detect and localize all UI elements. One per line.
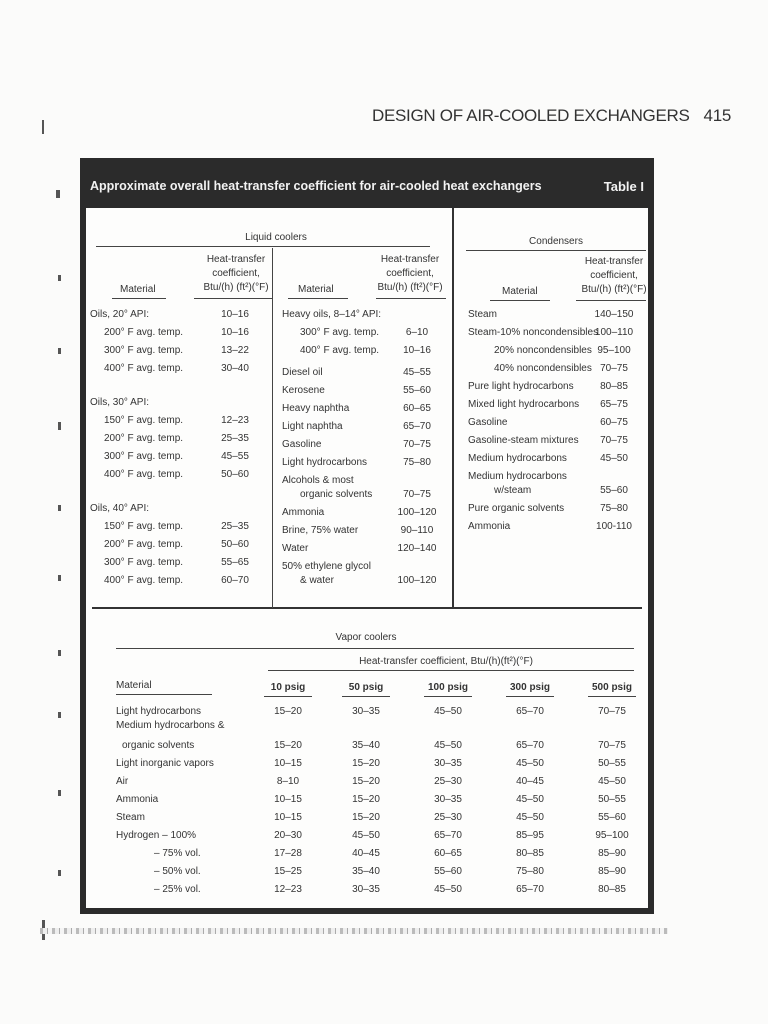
vapor-value: 65–70 — [516, 740, 544, 751]
condenser-value: 140–150 — [594, 309, 634, 320]
condenser-material: Medium hydrocarbons — [468, 471, 567, 482]
vapor-value: 35–40 — [352, 740, 380, 751]
vapor-material: Light inorganic vapors — [116, 758, 214, 769]
condenser-value: 45–50 — [600, 453, 628, 464]
condenser-value: 65–75 — [600, 399, 628, 410]
liquid-right-material: organic solvents — [300, 489, 373, 500]
vapor-value: 45–50 — [516, 794, 544, 805]
liquid-right-value: 60–65 — [403, 403, 431, 414]
vapor-value: 10–15 — [274, 794, 302, 805]
liquid-right-value: 90–110 — [400, 525, 434, 536]
vapor-value: 75–80 — [516, 866, 544, 877]
liquid-left-material: 200° F avg. temp. — [104, 539, 184, 550]
condenser-material: Steam — [468, 309, 497, 320]
condenser-material: Gasoline — [468, 417, 508, 428]
condenser-value: 70–75 — [600, 363, 628, 374]
liquid-right-material: Heavy naphtha — [282, 403, 350, 414]
vapor-value: 30–35 — [352, 884, 380, 895]
condenser-material: 20% noncondensibles — [494, 345, 592, 356]
liquid-left-material: 400° F avg. temp. — [104, 363, 184, 374]
condenser-material: Pure light hydrocarbons — [468, 381, 574, 392]
liquid-right-header-rule-1 — [288, 298, 348, 299]
liquid-right-material: Gasoline — [282, 439, 322, 450]
liquid-mid-rule — [272, 248, 273, 608]
vapor-value: 45–50 — [434, 884, 462, 895]
liquid-left-material: 150° F avg. temp. — [104, 415, 184, 426]
vapor-value: 45–50 — [434, 706, 462, 717]
vapor-value: 15–20 — [274, 706, 302, 717]
condensers-header-rule-1 — [490, 300, 550, 301]
vapor-value: 15–20 — [352, 758, 380, 769]
vapor-material: – 75% vol. — [154, 848, 201, 859]
vapor-pressure-rule — [424, 696, 472, 697]
vapor-material: Hydrogen – 100% — [116, 830, 197, 841]
vapor-value: 80–85 — [598, 884, 626, 895]
liquid-right-value: 100–120 — [397, 575, 437, 586]
vapor-value: 30–35 — [434, 794, 462, 805]
liquid-right-value: 120–140 — [397, 543, 437, 554]
liquid-left-material: 300° F avg. temp. — [104, 557, 184, 568]
vapor-value: 70–75 — [598, 706, 626, 717]
condenser-material: Pure organic solvents — [468, 503, 565, 514]
vapor-value: 65–70 — [516, 706, 544, 717]
table-label: Table I — [603, 179, 644, 194]
liquid-left-material: Oils, 20° API: — [90, 309, 150, 320]
vapor-value: 45–50 — [434, 740, 462, 751]
condenser-value: 100-110 — [596, 521, 632, 532]
vapor-pressure-header: 10 psig — [270, 682, 306, 693]
condenser-material: Mixed light hydrocarbons — [468, 399, 580, 410]
vapor-material-header: Material — [116, 680, 152, 691]
liquid-left-material: 300° F avg. temp. — [104, 451, 184, 462]
liquid-right-material: Heavy oils, 8–14° API: — [282, 309, 382, 320]
liquid-left-value: 50–60 — [221, 539, 249, 550]
liquid-right-material: 300° F avg. temp. — [300, 327, 380, 338]
vapor-value: 40–45 — [352, 848, 380, 859]
vapor-material: Ammonia — [116, 794, 159, 805]
vapor-material: Air — [116, 776, 129, 787]
liquid-right-value: 55–60 — [403, 385, 431, 396]
vapor-value: 15–25 — [274, 866, 302, 877]
vapor-material-rule — [116, 694, 212, 695]
vapor-pressure-header: 300 psig — [509, 682, 551, 693]
page-number: 415 — [703, 106, 732, 125]
liquid-left-material: 400° F avg. temp. — [104, 575, 184, 586]
condensers-rule — [466, 250, 646, 251]
scan-bottom-edge — [40, 928, 668, 934]
vapor-value: 25–30 — [434, 812, 462, 823]
vapor-value: 10–15 — [274, 812, 302, 823]
condensers-header-rule-2 — [576, 300, 646, 301]
condenser-material: Medium hydrocarbons — [468, 453, 567, 464]
liquid-left-material: 300° F avg. temp. — [104, 345, 184, 356]
vapor-value: 45–50 — [598, 776, 626, 787]
liquid-right-value: 100–120 — [397, 507, 437, 518]
vapor-value: 60–65 — [434, 848, 462, 859]
condenser-material: 40% noncondensibles — [494, 363, 592, 374]
liquid-left-value: 30–40 — [221, 363, 249, 374]
liquid-left-value: 25–35 — [221, 521, 249, 532]
condensers-heading: Condensers — [529, 236, 583, 247]
condenser-value: 75–80 — [600, 503, 628, 514]
vapor-value: 45–50 — [352, 830, 380, 841]
liquid-left-value: 50–60 — [221, 469, 249, 480]
liquid-right-value: 45–55 — [403, 367, 431, 378]
liquid-right-material: 50% ethylene glycol — [282, 561, 371, 572]
running-header-title: DESIGN OF AIR-COOLED EXCHANGERS — [372, 106, 690, 125]
liquid-left-material: 150° F avg. temp. — [104, 521, 184, 532]
liquid-left-coeff-header-1: Heat-transfer — [206, 254, 266, 265]
vapor-pressure-header: 500 psig — [591, 682, 633, 693]
vapor-value: 65–70 — [516, 884, 544, 895]
liquid-right-material: Diesel oil — [282, 367, 323, 378]
vapor-value: 80–85 — [516, 848, 544, 859]
vapor-material: – 50% vol. — [154, 866, 201, 877]
liquid-left-material: 200° F avg. temp. — [104, 433, 184, 444]
condenser-material: Ammonia — [468, 521, 511, 532]
liquid-right-material: Light naphtha — [282, 421, 343, 432]
vapor-pressure-rule — [264, 696, 312, 697]
vapor-pressure-header: 100 psig — [427, 682, 469, 693]
liquid-right-material: 400° F avg. temp. — [300, 345, 380, 356]
liquid-right-material: Light hydrocarbons — [282, 457, 368, 468]
vapor-value: 55–60 — [434, 866, 462, 877]
condenser-material: w/steam — [494, 485, 532, 496]
vapor-value: 35–40 — [352, 866, 380, 877]
condenser-value: 60–75 — [600, 417, 628, 428]
liquid-left-value: 45–55 — [221, 451, 249, 462]
condenser-material: Gasoline-steam mixtures — [468, 435, 579, 446]
vapor-value: 30–35 — [352, 706, 380, 717]
vapor-value: 10–15 — [274, 758, 302, 769]
condensers-material-header: Material — [502, 286, 538, 297]
vapor-value: 8–10 — [276, 776, 300, 787]
liquid-right-value: 6–10 — [405, 327, 429, 338]
scan-edge-marks — [40, 100, 68, 940]
vapor-material: organic solvents — [122, 740, 195, 751]
condenser-material: Steam-10% noncondensibles — [468, 327, 599, 338]
condenser-value: 100–110 — [594, 327, 634, 338]
table-frame — [80, 158, 654, 914]
vapor-value: 85–95 — [516, 830, 544, 841]
liquid-left-value: 25–35 — [221, 433, 249, 444]
vapor-pressure-rule — [342, 696, 390, 697]
liquid-right-material-header: Material — [298, 284, 334, 295]
vapor-value: 85–90 — [598, 848, 626, 859]
vapor-value: 20–30 — [274, 830, 302, 841]
liquid-left-coeff-header-2: coefficient, — [212, 268, 260, 279]
liquid-left-value: 12–23 — [221, 415, 249, 426]
vapor-value: 17–28 — [274, 848, 302, 859]
vapor-value: 65–70 — [434, 830, 462, 841]
vapor-value: 55–60 — [598, 812, 626, 823]
liquid-left-value: 60–70 — [221, 575, 249, 586]
vapor-value: 15–20 — [274, 740, 302, 751]
liquid-right-material: Water — [282, 543, 309, 554]
liquid-right-value: 10–16 — [403, 345, 431, 356]
condensers-coeff-header-1: Heat-transfer — [584, 256, 644, 267]
vapor-value: 50–55 — [598, 758, 626, 769]
vapor-value: 95–100 — [595, 830, 629, 841]
running-header — [372, 106, 731, 126]
liquid-left-material: Oils, 30° API: — [90, 397, 150, 408]
condenser-value: 95–100 — [597, 345, 631, 356]
vapor-coolers-heading: Vapor coolers — [335, 632, 397, 643]
liquid-left-value: 10–16 — [221, 327, 249, 338]
liquid-left-value: 55–65 — [221, 557, 249, 568]
condenser-value: 70–75 — [600, 435, 628, 446]
vapor-material: – 25% vol. — [154, 884, 201, 895]
liquid-right-value: 70–75 — [403, 439, 431, 450]
vapor-coolers-rule — [116, 648, 634, 649]
liquid-coolers-heading: Liquid coolers — [245, 232, 307, 243]
liquid-right-coeff-header-3: Btu/(h) (ft²)(°F) — [377, 282, 443, 293]
liquid-right-value: 70–75 — [403, 489, 431, 500]
vapor-value: 40–45 — [516, 776, 544, 787]
liquid-right-material: Brine, 75% water — [282, 525, 359, 536]
liquid-left-material: Oils, 40° API: — [90, 503, 150, 514]
liquid-right-value: 65–70 — [403, 421, 431, 432]
liquid-right-material: Alcohols & most — [282, 475, 354, 486]
vapor-value: 15–20 — [352, 812, 380, 823]
liquid-right-material: Kerosene — [282, 385, 325, 396]
vapor-pressure-rule — [588, 696, 636, 697]
liquid-left-material-header: Material — [120, 284, 156, 295]
liquid-left-value: 10–16 — [221, 309, 249, 320]
table-title-bar — [86, 164, 648, 208]
table-caption: Approximate overall heat-transfer coefficient for air-cooled heat exchangers — [90, 179, 542, 193]
vapor-coeff-rule — [268, 670, 634, 671]
liquid-left-coeff-header-3: Btu/(h) (ft²)(°F) — [203, 282, 269, 293]
liquid-right-coeff-header-2: coefficient, — [386, 268, 434, 279]
liquid-right-coeff-header-1: Heat-transfer — [380, 254, 440, 265]
vapor-material: Medium hydrocarbons & — [116, 720, 225, 731]
section-divider-horizontal — [92, 607, 642, 609]
liquid-left-header-rule-1 — [112, 298, 166, 299]
vapor-value: 12–23 — [274, 884, 302, 895]
vapor-material: Steam — [116, 812, 145, 823]
liquid-left-header-rule-2 — [194, 298, 272, 299]
liquid-left-value: 13–22 — [221, 345, 249, 356]
liquid-right-header-rule-2 — [376, 298, 446, 299]
vapor-value: 50–55 — [598, 794, 626, 805]
condensers-coeff-header-3: Btu/(h) (ft²)(°F) — [581, 284, 647, 295]
vapor-value: 70–75 — [598, 740, 626, 751]
vapor-material: Light hydrocarbons — [116, 706, 202, 717]
vapor-value: 25–30 — [434, 776, 462, 787]
vapor-value: 45–50 — [516, 758, 544, 769]
liquid-right-value: 75–80 — [403, 457, 431, 468]
vapor-coeff-heading: Heat-transfer coefficient, Btu/(h)(ft²)(°F) — [359, 656, 533, 667]
vapor-value: 85–90 — [598, 866, 626, 877]
vapor-value: 45–50 — [516, 812, 544, 823]
condenser-value: 80–85 — [600, 381, 628, 392]
condensers-coeff-header-2: coefficient, — [590, 270, 638, 281]
vapor-pressure-header: 50 psig — [348, 682, 384, 693]
vapor-value: 15–20 — [352, 776, 380, 787]
liquid-left-material: 400° F avg. temp. — [104, 469, 184, 480]
vapor-value: 30–35 — [434, 758, 462, 769]
liquid-right-material: & water — [300, 575, 334, 586]
liquid-coolers-rule — [96, 246, 430, 247]
liquid-right-material: Ammonia — [282, 507, 325, 518]
vapor-value: 15–20 — [352, 794, 380, 805]
condenser-value: 55–60 — [600, 485, 628, 496]
vapor-pressure-rule — [506, 696, 554, 697]
liquid-left-material: 200° F avg. temp. — [104, 327, 184, 338]
